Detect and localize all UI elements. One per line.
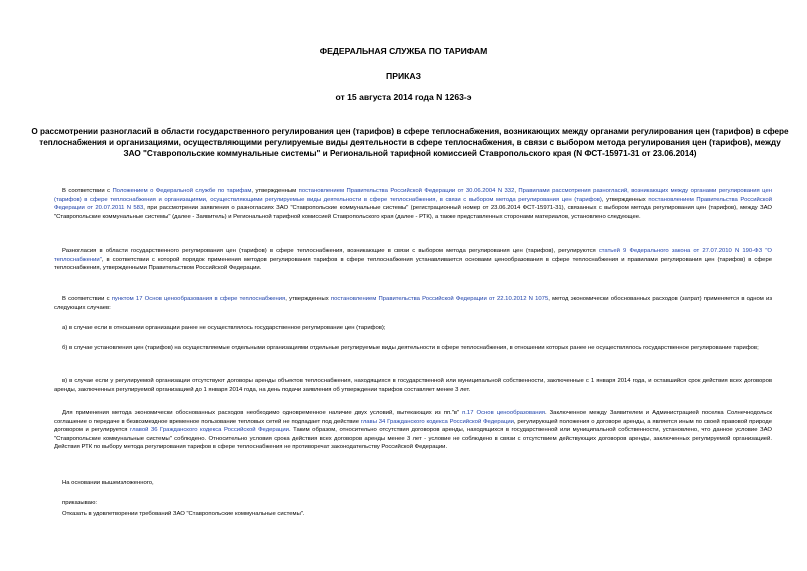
paragraph-2 xyxy=(54,247,772,273)
link-civil-code-ch36[interactable]: главой 36 Гражданского кодекса Российской Федерации xyxy=(130,427,289,433)
document-type: ПРИКАЗ xyxy=(386,71,421,81)
link-decree-1075[interactable]: постановлением Правительства Российской Федерации от 22.10.2012 N 1075 xyxy=(330,296,549,302)
agency-name: ФЕДЕРАЛЬНАЯ СЛУЖБА ПО ТАРИФАМ xyxy=(319,46,488,56)
paragraph-case-b: б) в случае установления цен (тарифов) на осуществляемые отдельными организациями отдельные регулируемые виды деятельности в сфере теплоснабжения, в отношении которых ранее не осуществлялось государственное регулирование тарифов; xyxy=(62,345,759,351)
link-disputes-rules[interactable]: Правилами рассмотрения разногласий, возникающих между органами регулирования цен (тарифов) в сфере теплоснабжения и организациями, осуществляющими регулируемые виды деятельности в сфере теплоснабжения, в связи с выбором метода регулирования цен (тарифов) xyxy=(54,188,772,203)
text: Разногласия в области государственного регулирования цен (тарифов) в сфере теплоснабжения, возникающие в связи с выбором метода регулирования цен (тарифов), регулируются xyxy=(62,248,599,254)
text: , регулирующей положения о договоре аренды, а является иным по своей правовой природе договором и регулируется xyxy=(54,418,772,433)
link-p17-basics[interactable]: п.17 Основ ценообразования xyxy=(462,410,545,416)
paragraph-decision: Отказать в удовлетворении требований ЗАО "Ставропольские коммунальные системы". xyxy=(62,511,305,517)
paragraph-7 xyxy=(54,409,772,452)
text: Для применения метода экономически обоснованных расходов необходимо одновременное наличие двух условий, вытекающих из пп."в" xyxy=(62,410,463,416)
text: , xyxy=(514,188,519,194)
link-decree-583[interactable]: постановлением Правительства Российской Федерации от 20.07.2011 N 583 xyxy=(54,196,772,211)
text: В соответствии с xyxy=(62,296,112,302)
text: , при рассмотрении заявления о разногласиях ЗАО "Ставропольские коммунальные системы" (регистрационный номер от 23.06.2014 ФСТ-15971-31), связанных с выбором метода регулирования цен (тарифов), между ЗАО "Ставропольские коммунальные системы" (далее - Заявитель) и Региональной тарифной комиссией Ставропольского края (далее - РТК), а также представленных сторонами материалов, установлено следующее. xyxy=(54,205,772,220)
document-title: О рассмотрении разногласий в области государственного регулирования цен (тарифов) в сфере теплоснабжения, возникающих между органами регулирования цен (тарифов) в сфере теплоснабжения и организациями, осуществляющими регулируемые виды деятельности в сфере теплоснабжения, в связи с выбором метода регулирования цен (тарифов), между ЗАО "Ставропольские коммунальные системы" и Региональной тарифной комиссией Ставропольского края (N ФСТ-15971-31 от 23.06.2014) xyxy=(31,127,789,158)
paragraph-1 xyxy=(54,187,772,221)
text: , утвержденным xyxy=(251,188,299,194)
text: , в соответствии с которой порядок применения методов регулирования тарифов в сфере теплоснабжения устанавливается основами ценообразования в сфере теплоснабжения и правилами регулирования цен (тарифов) в сфере теплоснабжения, утвержденными Правительством Российской Федерации. xyxy=(54,256,772,271)
text: В соответствии с xyxy=(62,188,113,194)
link-law-190[interactable]: статьей 9 Федерального закона от 27.07.2010 N 190-ФЗ "О теплоснабжении" xyxy=(54,248,772,263)
paragraph-3 xyxy=(54,295,772,312)
link-decree-332[interactable]: постановлением Правительства Российской Федерации от 30.06.2004 N 332 xyxy=(298,188,515,194)
text: , утвержденных xyxy=(601,196,649,203)
text: . Заключенное между Заявителем и Администрацией поселка Солнечнодольск соглашение о передаче в безвозмездное временное пользование тепловых сетей не подпадает под действие xyxy=(54,410,772,425)
paragraph-case-a: а) в случае если в отношении организации ранее не осуществлялось государственное регулирование цен (тарифов); xyxy=(62,325,386,331)
paragraph-case-c: в) в случае если у регулируемой организации отсутствуют договоры аренды объектов теплоснабжения, находящихся в государственной или муниципальной собственности, заключенные с 1 января 2014 года, и оставшийся срок действия всех договоров аренды, заключенных регулируемой организацией до 1 января 2014 года, на день подачи заявления об утверждении тарифов составляет менее 3 лет. xyxy=(54,378,772,393)
document-date-number: от 15 августа 2014 года N 1263-э xyxy=(335,92,472,102)
text: , утвержденных xyxy=(285,296,331,302)
paragraph-basis: На основании вышеизложенного, xyxy=(62,480,154,486)
link-fst-regulation[interactable]: Положением о Федеральной службе по тарифам xyxy=(112,188,252,194)
paragraph-order: приказываю: xyxy=(62,500,98,506)
text: , метод экономически обоснованных расходов (затрат) применяется в одном из следующих случаев: xyxy=(54,296,773,311)
link-civil-code-ch34[interactable]: главы 34 Гражданского кодекса Российской Федерации xyxy=(360,418,514,425)
link-pricing-basics-p17[interactable]: пунктом 17 Основ ценообразования в сфере теплоснабжения xyxy=(111,296,286,302)
text: . Таким образом, относительно отсутствия договоров аренды, находящихся в государственной или муниципальной собственности, установлено, что данное условие ЗАО "Ставропольские коммунальные системы" соблюдено. Относительно условия срока действия всех договоров аренды менее 3 лет - условие не соблюдено в связи с отсутствием действующих договоров аренды, заключенных регулируемой организацией. Действия РТК по выбору метода регулирования тарифов в сфере теплоснабжения не противоречат законодательству Российской Федерации. xyxy=(54,427,772,450)
